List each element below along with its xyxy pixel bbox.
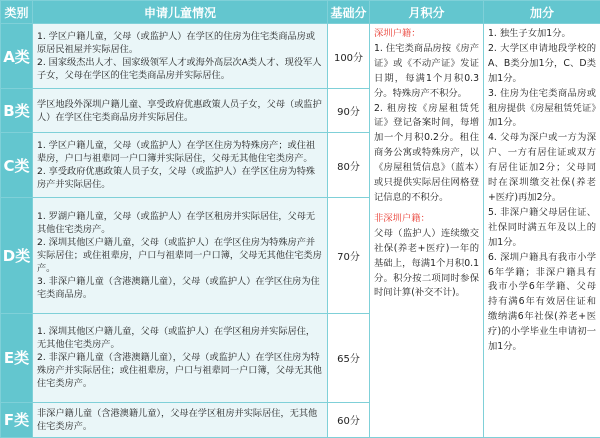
non-shenzhen-title: 非深圳户籍： <box>374 212 430 224</box>
category-cell: D类 <box>1 198 33 314</box>
base-score-cell: 90分 <box>328 89 370 133</box>
header-bonus: 加分 <box>484 1 600 24</box>
monthly-points-cell <box>370 24 484 438</box>
condition-line: 1. 学区户籍儿童，父母（或监护人）在学区住房为特殊房产；或住祖辈房，户口与祖辈同一户口簿并实际居住，父母无其他住宅类房产。 <box>37 140 316 165</box>
bonus-item: 2. 大学区申请地段学校的A、B类分加1分，C、D类加1分。 <box>488 42 596 84</box>
condition-line: 非深户籍儿童（含港澳籍儿童），父母在学区租房并实际居住，无其他住宅类房产。 <box>37 407 318 432</box>
condition-line: 1. 学区户籍儿童，父母（或监护人）在学区的住房为住宅类商品房或原居民祖屋并实际居住。 <box>37 31 316 56</box>
conditions-cell <box>33 24 328 89</box>
header-category: 类别 <box>1 1 33 24</box>
base-score-cell: 80分 <box>328 133 370 198</box>
condition-line: 2. 享受政府优惠政策人员子女，父母（或监护人）在学区住房为特殊房产并实际居住。 <box>37 166 316 191</box>
base-score-cell: 60分 <box>328 402 370 437</box>
shenzhen-rule-1: 1. 住宅类商品房按《房产证》或《不动产证》发证日期，每满1个月积0.3分。特殊房产不积分。 <box>374 42 479 99</box>
conditions-cell <box>33 198 328 314</box>
category-cell: F类 <box>1 402 33 437</box>
condition-line: 学区地段外深圳户籍儿童、享受政府优惠政策人员子女，父母（或监护人）在学区住宅类商品房并实际居住。 <box>37 98 322 123</box>
base-score-cell: 100分 <box>328 24 370 89</box>
conditions-cell <box>33 133 328 198</box>
category-cell: A类 <box>1 24 33 89</box>
bonus-item: 5. 非深户籍父母居住证、社保同时满五年及以上的加1分。 <box>488 206 596 248</box>
shenzhen-hukou-title: 深圳户籍： <box>374 28 421 39</box>
condition-line: 2. 深圳其他区户籍儿童，父母（或监护人）在学区住房为特殊房产并实际居住；或住祖辈房，户口与祖辈同一户口簿，父母无其他住宅类房产。 <box>37 237 322 275</box>
category-cell: C类 <box>1 133 33 198</box>
bonus-item: 1. 独生子女加1分。 <box>488 28 571 39</box>
conditions-cell <box>33 314 328 402</box>
condition-line: 2. 国家级杰出人才、国家级领军人才或海外高层次A类人才、现役军人子女，父母在学区的住宅类商品房并实际居住。 <box>37 57 322 82</box>
condition-line: 1. 罗湖户籍儿童，父母（或监护人）在学区租房并实际居住，父母无其他住宅类房产。 <box>37 211 316 236</box>
table-row <box>1 24 600 89</box>
base-score-cell: 65分 <box>328 314 370 402</box>
condition-line: 1. 深圳其他区户籍儿童，父母（或监护人）在学区租房并实际居住，无其他住宅类房产。 <box>37 326 316 351</box>
bonus-item: 3. 住房为住宅类商品房或租房提供《房屋租赁凭证》加1分。 <box>488 87 596 129</box>
non-shenzhen-rule: 父母（监护人）连续缴交社保(养老+医疗)一年的基础上，每满1个月积0.1分。积分按二项同时参保时间计算(补交不计)。 <box>374 227 479 299</box>
shenzhen-rule-2: 2. 租房按《房屋租赁凭证》登记备案时间，每增加一个月积0.2分。租住商务公寓或特殊房产，以《房屋租赁信息》（蓝本）或只提供实际居住网格登记信息的不积分。 <box>374 102 479 203</box>
header-monthly: 月积分 <box>370 1 484 24</box>
condition-line: 3. 非深户籍儿童（含港澳籍儿童），父母（或监护人）在学区住房为住宅类商品房。 <box>37 276 320 301</box>
category-cell: B类 <box>1 89 33 133</box>
bonus-item: 6. 深圳户籍具有我市小学6年学籍；非深户籍具有我市小学6年学籍、父母持有满6年有效居住证和缴纳满6年社保(养老+医疗)的小学毕业生申请初一加1分。 <box>488 251 596 353</box>
header-base-score: 基础分 <box>328 1 370 24</box>
bonus-item: 4. 父母为深户或一方为深户、一方有居住证或双方有居住证加2分；父母同时在深圳缴交社保(养老+医疗)再加2分。 <box>488 132 596 203</box>
header-conditions: 申请儿童情况 <box>33 1 328 24</box>
condition-line: 2. 非深户籍儿童（含港澳籍儿童），父母（或监护人）在学区住房为特殊房产并实际居住；或住祖辈房，户口与祖辈同一户口簿，父母无其他住宅类房产。 <box>37 352 322 390</box>
category-cell: E类 <box>1 314 33 402</box>
conditions-cell <box>33 89 328 133</box>
base-score-cell: 70分 <box>328 198 370 314</box>
conditions-cell <box>33 402 328 437</box>
bonus-points-cell <box>484 24 600 438</box>
header-row <box>1 1 600 24</box>
